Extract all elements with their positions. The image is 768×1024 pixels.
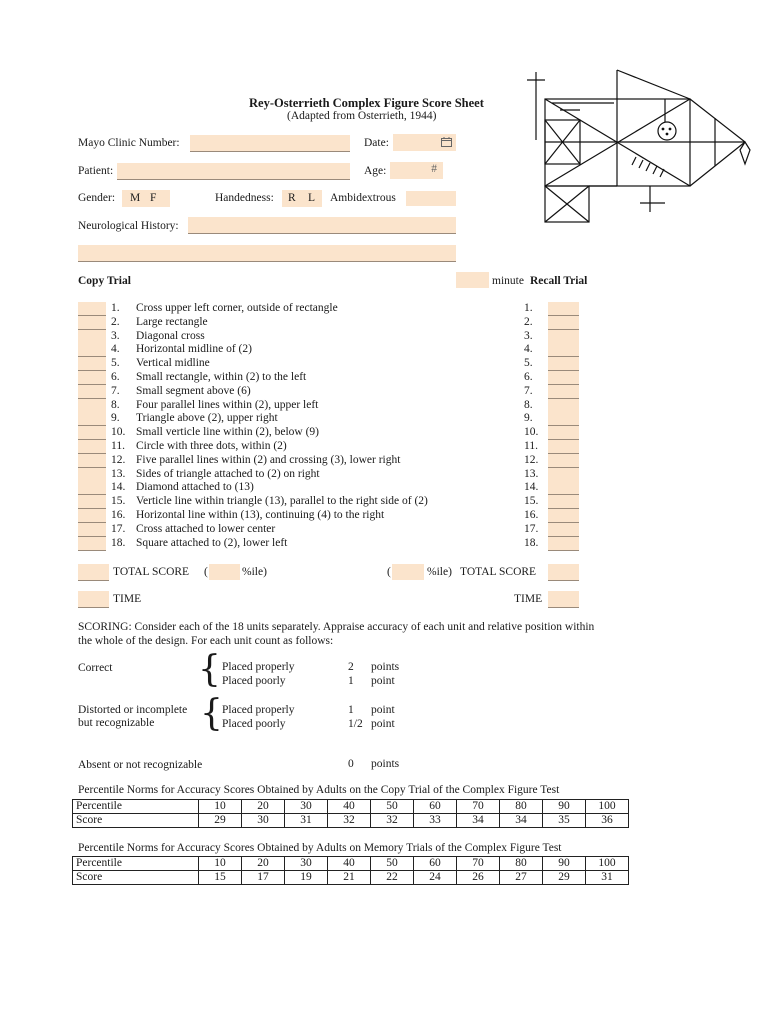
gender-m-option[interactable]: M xyxy=(130,192,141,204)
percentile-cell: 80 xyxy=(500,857,543,871)
recall-item-number: 5. xyxy=(524,357,533,369)
points-unit-1: points xyxy=(371,661,400,673)
correct-poorly-points: 1 xyxy=(348,675,354,687)
copy-item-score-field[interactable] xyxy=(78,343,106,356)
recall-item-number: 6. xyxy=(524,371,533,383)
copy-time-field[interactable] xyxy=(78,591,109,607)
copy-time-label: TIME xyxy=(113,593,142,605)
copy-norms-table xyxy=(72,799,629,828)
scoring-instructions-line1: SCORING: Consider each of the 18 units separately. Appraise accuracy of each unit and relative position within xyxy=(78,621,595,633)
age-field[interactable] xyxy=(390,162,443,179)
score-cell: 34 xyxy=(500,814,543,828)
rey-complex-figure xyxy=(520,66,760,232)
recall-item-number: 18. xyxy=(524,537,539,549)
score-cell: 27 xyxy=(500,871,543,885)
recall-item-number: 7. xyxy=(524,385,533,397)
score-cell: 32 xyxy=(328,814,371,828)
percentile-cell: 90 xyxy=(543,857,586,871)
handedness-field[interactable] xyxy=(282,190,322,207)
item-number: 1. xyxy=(111,302,120,314)
item-number: 6. xyxy=(111,371,120,383)
item-description: Small verticle line within (2), below (9) xyxy=(136,426,319,438)
absent-label: Absent or not recognizable xyxy=(78,759,203,771)
percentile-cell: 40 xyxy=(328,800,371,814)
recall-item-score-field[interactable] xyxy=(548,412,579,425)
score-cell: 19 xyxy=(285,871,328,885)
recall-item-score-field[interactable] xyxy=(548,357,579,370)
item-description: Four parallel lines within (2), upper left xyxy=(136,399,319,411)
patient-field[interactable] xyxy=(117,163,350,179)
copy-norms-score-label: Score xyxy=(73,814,199,828)
percentile-cell: 70 xyxy=(457,857,500,871)
item-description: Square attached to (2), lower left xyxy=(136,537,288,549)
recall-item-number: 4. xyxy=(524,343,533,355)
score-cell: 17 xyxy=(242,871,285,885)
neuro-history-field[interactable] xyxy=(188,217,456,233)
copy-open-paren: ( xyxy=(204,566,208,578)
neuro-history-field-2[interactable] xyxy=(78,245,456,261)
distorted-brace: { xyxy=(200,693,223,734)
recall-time-label: TIME xyxy=(514,593,543,605)
point-unit-1: point xyxy=(371,675,395,687)
date-label: Date: xyxy=(364,137,389,149)
scoring-instructions-line2: the whole of the design. For each unit count as follows: xyxy=(78,635,334,647)
recall-item-score-field[interactable] xyxy=(548,385,579,398)
score-cell: 35 xyxy=(543,814,586,828)
copy-item-score-field[interactable] xyxy=(78,468,106,481)
copy-item-score-underline xyxy=(78,550,106,551)
item-description: Small segment above (6) xyxy=(136,385,251,397)
score-cell: 34 xyxy=(457,814,500,828)
recall-item-score-field[interactable] xyxy=(548,330,579,343)
percentile-cell: 80 xyxy=(500,800,543,814)
item-number: 3. xyxy=(111,330,120,342)
correct-brace: { xyxy=(198,649,221,690)
item-description: Sides of triangle attached to (2) on right xyxy=(136,468,320,480)
recall-time-field[interactable] xyxy=(548,591,579,607)
item-number: 11. xyxy=(111,440,125,452)
recall-item-number: 12. xyxy=(524,454,539,466)
distorted-placed-properly: Placed properly xyxy=(222,704,295,716)
item-number: 8. xyxy=(111,399,120,411)
recall-item-number: 1. xyxy=(524,302,533,314)
hand-l-option[interactable]: L xyxy=(308,192,316,204)
recall-percentile-label: %ile) xyxy=(427,566,452,578)
item-description: Cross upper left corner, outside of rectangle xyxy=(136,302,338,314)
point-unit-2: point xyxy=(371,704,395,716)
score-cell: 30 xyxy=(242,814,285,828)
score-cell: 36 xyxy=(586,814,629,828)
item-description: Circle with three dots, within (2) xyxy=(136,440,287,452)
percentile-cell: 90 xyxy=(543,800,586,814)
correct-properly-points: 2 xyxy=(348,661,354,673)
item-description: Diamond attached to (13) xyxy=(136,481,254,493)
correct-placed-poorly: Placed poorly xyxy=(222,675,286,687)
score-cell: 22 xyxy=(371,871,414,885)
copy-item-score-field[interactable] xyxy=(78,302,106,315)
age-label: Age: xyxy=(364,165,387,177)
copy-item-score-field[interactable] xyxy=(78,481,106,494)
item-description: Diagonal cross xyxy=(136,330,205,342)
correct-placed-properly: Placed properly xyxy=(222,661,295,673)
ambidextrous-field[interactable] xyxy=(406,191,456,206)
recall-item-score-field[interactable] xyxy=(548,316,579,329)
item-number: 7. xyxy=(111,385,120,397)
calendar-icon[interactable] xyxy=(441,137,452,147)
item-number: 4. xyxy=(111,343,120,355)
recall-item-number: 16. xyxy=(524,509,539,521)
copy-norms-score-row xyxy=(73,814,629,828)
item-description: Vertical midline xyxy=(136,357,210,369)
percentile-cell: 100 xyxy=(586,857,629,871)
item-number: 10. xyxy=(111,426,126,438)
percentile-cell: 20 xyxy=(242,857,285,871)
item-description: Small rectangle, within (2) to the left xyxy=(136,371,307,383)
neuro-history-label: Neurological History: xyxy=(78,220,179,232)
item-description: Triangle above (2), upper right xyxy=(136,412,278,424)
copy-item-score-field[interactable] xyxy=(78,509,106,522)
item-description: Large rectangle xyxy=(136,316,208,328)
recall-item-score-field[interactable] xyxy=(548,371,579,384)
percentile-cell: 30 xyxy=(285,800,328,814)
copy-item-score-field[interactable] xyxy=(78,399,106,412)
percentile-cell: 20 xyxy=(242,800,285,814)
percentile-cell: 10 xyxy=(199,857,242,871)
recall-item-number: 3. xyxy=(524,330,533,342)
copy-item-score-field[interactable] xyxy=(78,454,106,467)
score-cell: 32 xyxy=(371,814,414,828)
score-cell: 26 xyxy=(457,871,500,885)
item-number: 14. xyxy=(111,481,126,493)
item-number: 12. xyxy=(111,454,126,466)
percentile-cell: 100 xyxy=(586,800,629,814)
distorted-poorly-points: 1/2 xyxy=(348,718,363,730)
distorted-placed-poorly: Placed poorly xyxy=(222,718,286,730)
recall-item-score-field[interactable] xyxy=(548,302,579,315)
item-number: 2. xyxy=(111,316,120,328)
score-cell: 29 xyxy=(543,871,586,885)
memory-norms-score-label: Score xyxy=(73,871,199,885)
copy-item-score-field[interactable] xyxy=(78,412,106,425)
item-number: 5. xyxy=(111,357,120,369)
copy-item-score-field[interactable] xyxy=(78,385,106,398)
correct-label: Correct xyxy=(78,662,113,674)
copy-item-score-field[interactable] xyxy=(78,537,106,550)
recall-minutes-field[interactable] xyxy=(456,272,489,288)
recall-open-paren: ( xyxy=(387,566,391,578)
memory-norms-percentile-row xyxy=(73,857,629,871)
score-cell: 31 xyxy=(586,871,629,885)
recall-item-number: 17. xyxy=(524,523,539,535)
patient-label: Patient: xyxy=(78,165,114,177)
copy-item-score-field[interactable] xyxy=(78,440,106,453)
item-description: Horizontal midline of (2) xyxy=(136,343,252,355)
gender-label: Gender: xyxy=(78,192,116,204)
item-number: 13. xyxy=(111,468,126,480)
copy-percentile-label: %ile) xyxy=(242,566,267,578)
recall-item-score-field[interactable] xyxy=(548,343,579,356)
score-cell: 31 xyxy=(285,814,328,828)
memory-norms-caption: Percentile Norms for Accuracy Scores Obtained by Adults on Memory Trials of the Complex Figure Test xyxy=(78,842,562,854)
recall-item-number: 11. xyxy=(524,440,538,452)
points-unit-2: points xyxy=(371,758,400,770)
item-description: Verticle line within triangle (13), parallel to the right side of (2) xyxy=(136,495,428,507)
form-title: Rey-Osterrieth Complex Figure Score Sheet xyxy=(249,96,484,110)
recall-item-score-field[interactable] xyxy=(548,440,579,453)
ambidextrous-label: Ambidextrous xyxy=(330,192,396,204)
copy-norms-percentile-row xyxy=(73,800,629,814)
recall-item-score-field[interactable] xyxy=(548,481,579,494)
memory-norms-table xyxy=(72,856,629,885)
recall-item-number: 10. xyxy=(524,426,539,438)
item-number: 17. xyxy=(111,523,126,535)
recall-item-number: 14. xyxy=(524,481,539,493)
memory-norms-score-row xyxy=(73,871,629,885)
item-description: Horizontal line within (13), continuing (4) to the right xyxy=(136,509,385,521)
copy-item-score-field[interactable] xyxy=(78,426,106,439)
recall-percentile-field[interactable] xyxy=(392,564,424,580)
item-number: 18. xyxy=(111,537,126,549)
recall-item-score-field[interactable] xyxy=(548,523,579,536)
recall-total-score-field[interactable] xyxy=(548,564,579,580)
distorted-label-1: Distorted or incomplete xyxy=(78,704,188,716)
item-number: 15. xyxy=(111,495,126,507)
recall-item-number: 8. xyxy=(524,399,533,411)
percentile-cell: 60 xyxy=(414,857,457,871)
recall-total-score-label: TOTAL SCORE xyxy=(460,566,537,578)
score-cell: 33 xyxy=(414,814,457,828)
score-cell: 24 xyxy=(414,871,457,885)
item-number: 16. xyxy=(111,509,126,521)
recall-item-score-field[interactable] xyxy=(548,399,579,412)
recall-item-number: 9. xyxy=(524,412,533,424)
copy-item-score-field[interactable] xyxy=(78,495,106,508)
percentile-cell: 60 xyxy=(414,800,457,814)
age-number-hint: # xyxy=(431,163,437,175)
distorted-properly-points: 1 xyxy=(348,704,354,716)
hand-r-option[interactable]: R xyxy=(288,192,296,204)
copy-total-score-label: TOTAL SCORE xyxy=(113,566,190,578)
score-cell: 21 xyxy=(328,871,371,885)
score-cell: 29 xyxy=(199,814,242,828)
recall-item-score-field[interactable] xyxy=(548,426,579,439)
memory-norms-percentile-label: Percentile xyxy=(73,857,199,871)
recall-item-score-field[interactable] xyxy=(548,468,579,481)
copy-total-score-field[interactable] xyxy=(78,564,109,580)
copy-item-score-field[interactable] xyxy=(78,523,106,536)
gender-field[interactable] xyxy=(122,190,170,207)
form-subtitle: (Adapted from Osterrieth, 1944) xyxy=(287,110,437,122)
recall-item-score-field[interactable] xyxy=(548,509,579,522)
recall-item-number: 2. xyxy=(524,316,533,328)
score-cell: 15 xyxy=(199,871,242,885)
handedness-label: Handedness: xyxy=(215,192,274,204)
copy-item-score-field[interactable] xyxy=(78,371,106,384)
copy-percentile-field[interactable] xyxy=(209,564,240,580)
date-field[interactable] xyxy=(393,134,456,151)
copy-item-score-field[interactable] xyxy=(78,357,106,370)
recall-item-score-field[interactable] xyxy=(548,495,579,508)
distorted-label-2: but recognizable xyxy=(78,717,155,729)
recall-item-number: 13. xyxy=(524,468,539,480)
copy-item-score-field[interactable] xyxy=(78,330,106,343)
copy-trial-heading: Copy Trial xyxy=(78,275,131,287)
copy-norms-percentile-label: Percentile xyxy=(73,800,199,814)
recall-item-score-field[interactable] xyxy=(548,537,579,550)
percentile-cell: 10 xyxy=(199,800,242,814)
percentile-cell: 30 xyxy=(285,857,328,871)
copy-item-score-field[interactable] xyxy=(78,316,106,329)
recall-item-score-field[interactable] xyxy=(548,454,579,467)
gender-f-option[interactable]: F xyxy=(150,192,157,204)
mayo-number-field[interactable] xyxy=(190,135,350,151)
item-number: 9. xyxy=(111,412,120,424)
mayo-number-label: Mayo Clinic Number: xyxy=(78,137,180,149)
recall-item-number: 15. xyxy=(524,495,539,507)
item-description: Five parallel lines within (2) and crossing (3), lower right xyxy=(136,454,401,466)
percentile-cell: 70 xyxy=(457,800,500,814)
minute-label: minute xyxy=(492,275,524,287)
point-unit-3: point xyxy=(371,718,395,730)
recall-item-score-underline xyxy=(548,550,579,551)
recall-trial-heading: Recall Trial xyxy=(530,275,588,287)
copy-norms-caption: Percentile Norms for Accuracy Scores Obtained by Adults on the Copy Trial of the Complex Figure Test xyxy=(78,784,560,796)
percentile-cell: 50 xyxy=(371,800,414,814)
percentile-cell: 40 xyxy=(328,857,371,871)
item-description: Cross attached to lower center xyxy=(136,523,276,535)
absent-points: 0 xyxy=(348,758,354,770)
percentile-cell: 50 xyxy=(371,857,414,871)
